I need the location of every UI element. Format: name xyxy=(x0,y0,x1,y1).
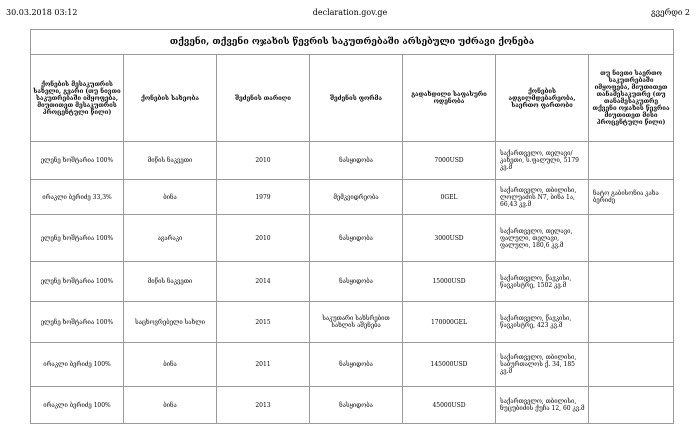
cell-acquisition-date: 2010 xyxy=(217,215,310,262)
table-row xyxy=(31,343,674,387)
cell-co-owner xyxy=(589,387,674,424)
column-header-owner: ქონების მესაკუთრის სახელი, გვარი (თუ ნივთი საკუთრებაში იმყოფება, მიუთითეთ მესაკუთრის პროცენტული წილი) xyxy=(31,55,124,142)
real-estate-table xyxy=(30,29,674,424)
cell-location: საქართველო, თელავი, ფალული, თელავი, ფალული, 180,6 კვ.მ xyxy=(496,215,589,262)
cell-property-type: საცხოვრებელი სახლი xyxy=(124,302,217,343)
cell-owner: ირაკლი ბერიძე 33,3% xyxy=(31,180,124,215)
cell-co-owner: ნატო გაბისონია კახა ბერიძე xyxy=(589,180,674,215)
table-title: თქვენი, თქვენი ოჯახის წევრის საკუთრებაში არსებული უძრავი ქონება xyxy=(31,30,674,55)
cell-location: საქართველო, თელავი/კახეთი, ს.ფალული, 5179 კვ.მ xyxy=(496,142,589,180)
cell-location: საქართველო, თბილისი, საბურთალოს ქ. 34, 185 კვ.მ xyxy=(496,343,589,387)
cell-price: 7000USD xyxy=(403,142,496,180)
column-header-property-type: ქონების სახეობა xyxy=(124,55,217,142)
cell-co-owner xyxy=(589,302,674,343)
page-header xyxy=(0,0,700,20)
cell-acquisition-date: 2011 xyxy=(217,343,310,387)
cell-price: 3000USD xyxy=(403,215,496,262)
cell-owner: ელენე ხოშტარია 100% xyxy=(31,142,124,180)
column-header-location: ქონების ადგილმდებარეობა, საერთო ფართობი xyxy=(496,55,589,142)
cell-co-owner xyxy=(589,343,674,387)
cell-property-type: ბინა xyxy=(124,343,217,387)
cell-owner: ირაკლი ბერიძე 100% xyxy=(31,343,124,387)
cell-acquisition-form: ნასყიდობა xyxy=(310,343,403,387)
cell-co-owner xyxy=(589,215,674,262)
cell-location: საქართველო, წავკისი, წავკისტრე, 423 კვ.მ xyxy=(496,302,589,343)
site-name: declaration.gov.ge xyxy=(312,8,388,17)
table-row xyxy=(31,262,674,302)
cell-acquisition-date: 1979 xyxy=(217,180,310,215)
cell-co-owner xyxy=(589,142,674,180)
cell-property-type: აგარაკი xyxy=(124,215,217,262)
cell-location: საქართველო, თბილისი, ლოლუაძის N7, ბინა 1ა, 66,43 კვ.მ xyxy=(496,180,589,215)
cell-location: საქართველო, თბილისი, ნუცუბიძის ქუჩა 12, 60 კვ.მ xyxy=(496,387,589,424)
cell-location: საქართველო, წავკისი, წავკისტრე, 1502 კვ.მ xyxy=(496,262,589,302)
cell-price: 170000GEL xyxy=(403,302,496,343)
column-header-acquisition-form: შეძენის ფორმა xyxy=(310,55,403,142)
cell-property-type: ბინა xyxy=(124,387,217,424)
table-row xyxy=(31,387,674,424)
cell-property-type: ბინა xyxy=(124,180,217,215)
cell-price: 15000USD xyxy=(403,262,496,302)
cell-acquisition-date: 2010 xyxy=(217,142,310,180)
column-header-acquisition-date: შეძენის თარიღი xyxy=(217,55,310,142)
page-number: გვერდი 2 xyxy=(650,8,690,17)
table-row xyxy=(31,142,674,180)
table-row xyxy=(31,180,674,215)
table-row xyxy=(31,302,674,343)
cell-property-type: მიწის ნაკვეთი xyxy=(124,262,217,302)
column-header-co-owner: თუ ნივთი საერთო საკუთრებაში იმყოფება, მიუთითეთ თანამესაკუთრე (თუ თანამესაკუთრე თქვენი ოჯახის წევრია მიუთითეთ მისი პროცენტული წილი) xyxy=(589,55,674,142)
cell-acquisition-form: ნასყიდობა xyxy=(310,262,403,302)
cell-acquisition-date: 2014 xyxy=(217,262,310,302)
cell-price: 0GEL xyxy=(403,180,496,215)
cell-owner: ელენე ხოშტარია 100% xyxy=(31,302,124,343)
print-datetime: 30.03.2018 03:12 xyxy=(6,8,78,17)
table-header-row xyxy=(31,55,674,142)
cell-co-owner xyxy=(589,262,674,302)
cell-acquisition-form: ნასყიდობა xyxy=(310,387,403,424)
cell-price: 45000USD xyxy=(403,387,496,424)
cell-owner: ელენე ხოშტარია 100% xyxy=(31,262,124,302)
cell-acquisition-date: 2015 xyxy=(217,302,310,343)
cell-acquisition-form: მემკვიდრეობა xyxy=(310,180,403,215)
cell-owner: ელენე ხოშტარია 100% xyxy=(31,215,124,262)
table-row xyxy=(31,215,674,262)
cell-owner: ირაკლი ბერიძე 100% xyxy=(31,387,124,424)
cell-property-type: მიწის ნაკვეთი xyxy=(124,142,217,180)
cell-acquisition-form: ნასყიდობა xyxy=(310,142,403,180)
cell-acquisition-form: ნასყიდობა xyxy=(310,215,403,262)
cell-acquisition-form: საკუთარი სახსრებით სახლის აშენება xyxy=(310,302,403,343)
cell-acquisition-date: 2013 xyxy=(217,387,310,424)
column-header-price: გადახდილი საფასური ოდენობა xyxy=(403,55,496,142)
cell-price: 145000USD xyxy=(403,343,496,387)
